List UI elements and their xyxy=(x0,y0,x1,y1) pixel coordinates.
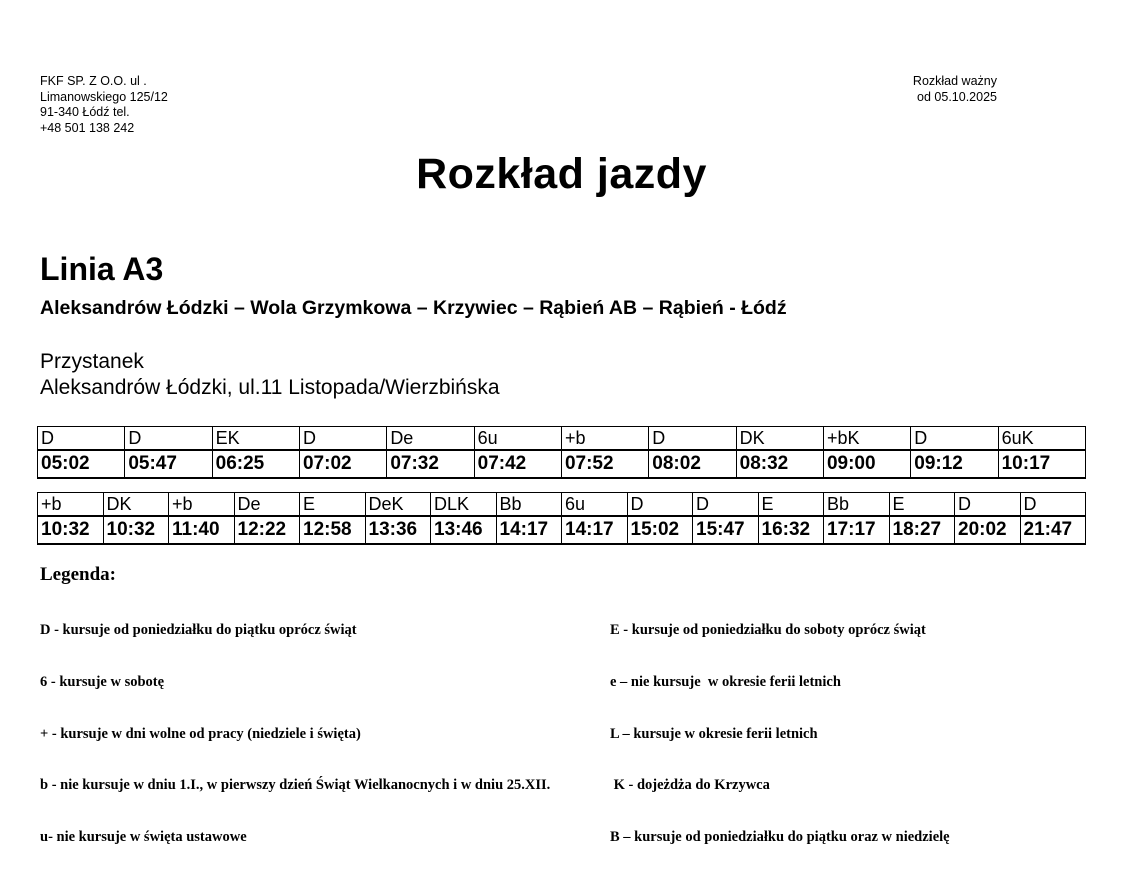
legend-item: b - nie kursuje w dniu 1.I., w pierwszy dzień Świąt Wielkanocnych i w dniu 25.XII. xyxy=(40,777,551,794)
legend-column-right xyxy=(610,588,950,880)
departure-time-cell: 16:32 xyxy=(758,516,824,544)
departure-time-cell: 14:17 xyxy=(496,516,562,544)
legend-title: Legenda: xyxy=(40,564,116,585)
departure-code-cell: D xyxy=(955,493,1021,517)
departure-code-cell: D xyxy=(693,493,759,517)
departure-code-cell: DLK xyxy=(431,493,497,517)
departure-time-cell: 15:02 xyxy=(627,516,693,544)
departure-code-cell: De xyxy=(387,427,474,451)
line-name: Linia A3 xyxy=(40,251,164,287)
company-info xyxy=(40,74,168,136)
departure-code-cell: E xyxy=(758,493,824,517)
departure-time-cell: 17:17 xyxy=(824,516,890,544)
departure-time-cell: 10:17 xyxy=(998,450,1085,478)
departure-code-cell: E xyxy=(889,493,955,517)
departure-time-cell: 08:02 xyxy=(649,450,736,478)
legend-item: 6 - kursuje w sobotę xyxy=(40,674,165,691)
departure-time-cell: 09:12 xyxy=(911,450,998,478)
company-info-line: 91-340 Łódź tel. xyxy=(40,105,130,119)
departure-time-cell: 08:32 xyxy=(736,450,823,478)
departure-time-cell: 13:36 xyxy=(365,516,431,544)
departure-code-cell: D xyxy=(125,427,212,451)
departure-code-cell: D xyxy=(38,427,125,451)
legend-item: D - kursuje od poniedziałku do piątku oprócz świąt xyxy=(40,622,357,639)
departure-time-cell: 10:32 xyxy=(38,516,104,544)
departure-code-cell: +bK xyxy=(823,427,910,451)
departure-time-cell: 09:00 xyxy=(823,450,910,478)
page-title: Rozkład jazdy xyxy=(416,150,707,198)
stop-name: Aleksandrów Łódzki, ul.11 Listopada/Wierzbińska xyxy=(40,376,500,399)
departure-code-cell: DeK xyxy=(365,493,431,517)
departure-time-cell: 15:47 xyxy=(693,516,759,544)
departure-code-cell: 6u xyxy=(562,493,628,517)
departure-time-cell: 05:02 xyxy=(38,450,125,478)
departure-code-cell: Bb xyxy=(496,493,562,517)
departure-code-cell: D xyxy=(911,427,998,451)
departure-code-cell: D xyxy=(1020,493,1086,517)
departures-table-2 xyxy=(37,492,1086,545)
departure-code-cell: Bb xyxy=(824,493,890,517)
legend-column-left xyxy=(40,588,550,880)
departure-time-cell: 18:27 xyxy=(889,516,955,544)
validity-line: od 05.10.2025 xyxy=(917,89,997,104)
departure-time-cell: 10:32 xyxy=(103,516,169,544)
departure-time-cell: 13:46 xyxy=(431,516,497,544)
legend-item: u- nie kursuje w święta ustawowe xyxy=(40,828,247,845)
company-info-line: +48 501 138 242 xyxy=(40,120,135,135)
departure-time-cell: 05:47 xyxy=(125,450,212,478)
departure-time-cell: 07:32 xyxy=(387,450,474,478)
departure-code-cell: DK xyxy=(103,493,169,517)
departure-code-cell: D xyxy=(649,427,736,451)
departure-code-cell: 6uK xyxy=(998,427,1085,451)
legend-item: L – kursuje w okresie ferii letnich xyxy=(610,725,818,742)
company-info-line: Limanowskiego 125/12 xyxy=(40,89,168,104)
validity-info xyxy=(913,74,997,105)
departure-code-cell: +b xyxy=(561,427,648,451)
stop-block xyxy=(40,349,500,401)
times-row xyxy=(38,450,1086,478)
departure-time-cell: 07:02 xyxy=(299,450,386,478)
departure-code-cell: E xyxy=(300,493,366,517)
times-row xyxy=(38,516,1086,544)
departure-time-cell: 21:47 xyxy=(1020,516,1086,544)
legend-item: K - dojeżdża do Krzywca xyxy=(610,777,770,794)
codes-row xyxy=(38,493,1086,517)
departure-code-cell: D xyxy=(299,427,386,451)
company-info-line: FKF SP. Z O.O. ul . xyxy=(40,74,147,88)
departure-time-cell: 11:40 xyxy=(169,516,235,544)
departure-code-cell: +b xyxy=(169,493,235,517)
legend-item: E - kursuje od poniedziałku do soboty oprócz świąt xyxy=(610,622,926,639)
validity-line: Rozkład ważny xyxy=(912,74,997,88)
stop-label: Przystanek xyxy=(40,350,144,373)
departures-table-1 xyxy=(37,426,1086,479)
legend-item: + - kursuje w dni wolne od pracy (niedziele i święta) xyxy=(40,725,361,742)
departure-code-cell: De xyxy=(234,493,300,517)
departure-time-cell: 07:42 xyxy=(474,450,561,478)
departure-code-cell: EK xyxy=(212,427,299,451)
departure-time-cell: 12:58 xyxy=(300,516,366,544)
departure-code-cell: DK xyxy=(736,427,823,451)
departure-time-cell: 20:02 xyxy=(955,516,1021,544)
departure-time-cell: 07:52 xyxy=(561,450,648,478)
legend-item: e – nie kursuje w okresie ferii letnich xyxy=(610,674,841,691)
departure-code-cell: +b xyxy=(38,493,104,517)
departure-time-cell: 06:25 xyxy=(212,450,299,478)
departure-time-cell: 12:22 xyxy=(234,516,300,544)
legend-item: B – kursuje od poniedziałku do piątku oraz w niedzielę xyxy=(610,828,950,845)
departure-time-cell: 14:17 xyxy=(562,516,628,544)
timetables xyxy=(37,426,1086,558)
departure-code-cell: D xyxy=(627,493,693,517)
departure-code-cell: 6u xyxy=(474,427,561,451)
line-route: Aleksandrów Łódzki – Wola Grzymkowa – Krzywiec – Rąbień AB – Rąbień - Łódź xyxy=(40,297,787,319)
codes-row xyxy=(38,427,1086,451)
